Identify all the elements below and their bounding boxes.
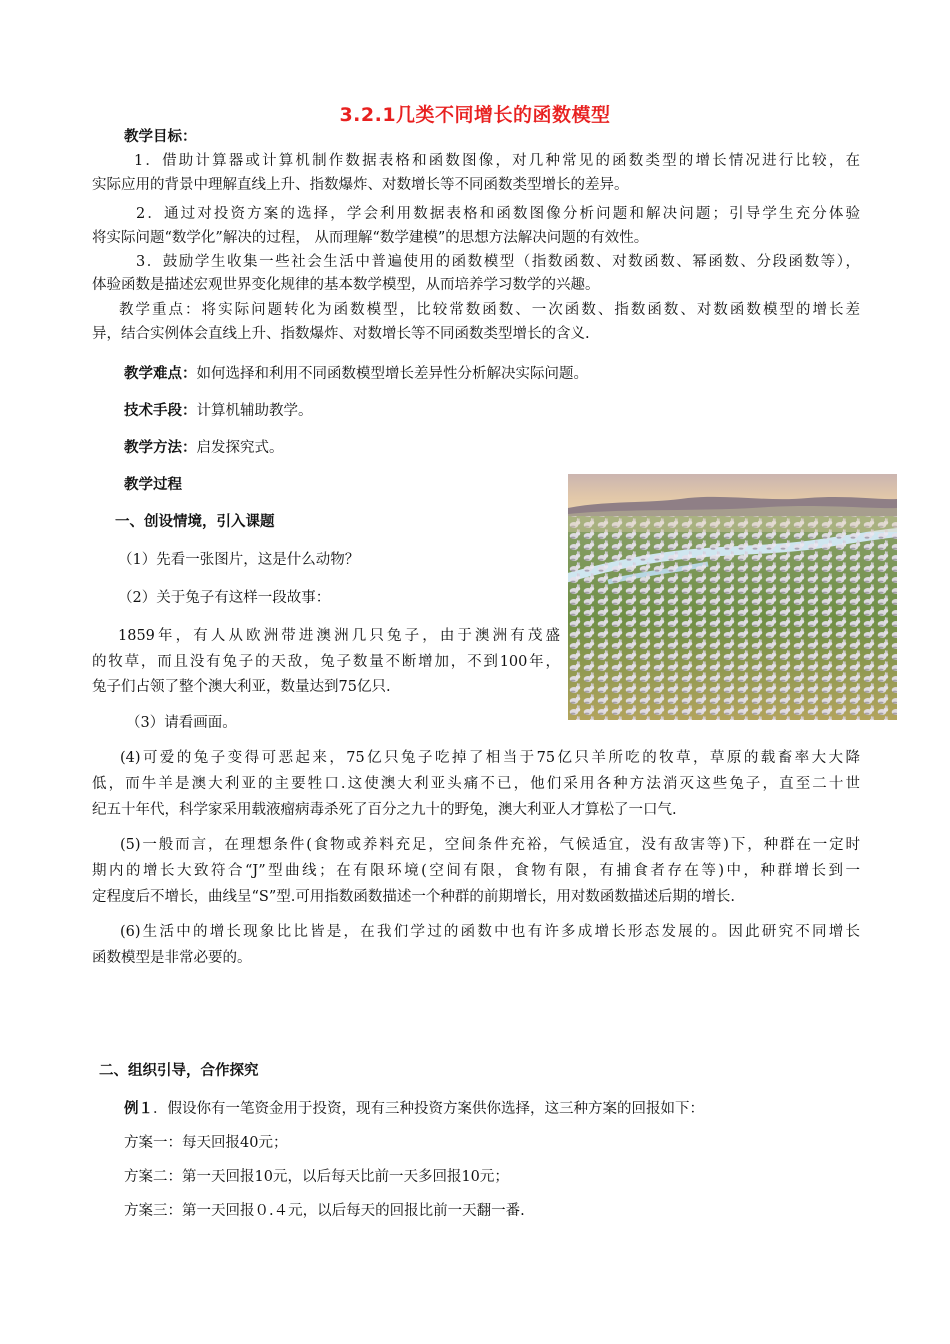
objective-3-line-2: 体验函数是描述宏观世界变化规律的基本数学模型，从而培养学习数学的兴趣。 [92, 277, 600, 293]
page-title: 3.2.1几类不同增长的函数模型 [339, 104, 611, 126]
paragraph-6-line-1: (6)生活中的增长现象比比皆是，在我们学过的函数中也有许多成增长形态发展的。因此研究不同增长 [120, 924, 860, 940]
paragraph-4-line-1: (4)可爱的兔子变得可恶起来，75亿只兔子吃掉了相当于75亿只羊所吃的牧草，草原的载畜率大大降 [120, 750, 860, 766]
rabbit-grassland-photo [568, 474, 897, 720]
key-points-line-1: 教学重点：将实际问题转化为函数模型，比较常数函数、一次函数、指数函数、对数函数模型的增长差 [119, 302, 860, 318]
difficulty-text: 如何选择和利用不同函数模型增长差异性分析解决实际问题。 [196, 366, 588, 382]
example-1-label: 例１ [124, 1101, 153, 1117]
example-1 [124, 1098, 704, 1120]
section-1-heading: 一、创设情境，引入课题 [115, 514, 275, 530]
difficulty-label: 教学难点： [124, 366, 197, 382]
process-heading: 教学过程 [124, 477, 182, 493]
plan-2: 方案二：第一天回报10元，以后每天比前一天多回报10元； [124, 1169, 509, 1185]
question-1: （1）先看一张图片，这是什么动物？ [118, 552, 360, 568]
paragraph-6-line-2: 函数模型是非常必要的。 [92, 950, 252, 966]
plan-1: 方案一：每天回报40元； [124, 1135, 288, 1151]
story-line-2: 的牧草，而且没有兔子的天敌，兔子数量不断增加，不到100年， [92, 654, 560, 670]
tech-row [124, 400, 313, 422]
plan-3: 方案三：第一天回报０.４元，以后每天的回报比前一天翻一番. [124, 1203, 525, 1219]
objectives-heading: 教学目标： [124, 129, 197, 145]
story-line-3: 兔子们占领了整个澳大利亚，数量达到75亿只. [92, 679, 391, 695]
objective-1-line-2: 实际应用的背景中理解直线上升、指数爆炸、对数增长等不同函数类型增长的差异。 [92, 177, 629, 193]
story-line-1: 1859年，有人从欧洲带进澳洲几只兔子，由于澳洲有茂盛 [118, 628, 560, 644]
objective-3-line-1: 3．鼓励学生收集一些社会生活中普遍使用的函数模型（指数函数、对数函数、幂函数、分段函数等）， [136, 254, 860, 270]
question-2: （2）关于兔子有这样一段故事： [118, 590, 331, 606]
objective-2-line-2: 将实际问题“数学化”解决的过程， 从而理解“数学建模”的思想方法解决问题的有效性。 [92, 230, 649, 246]
tech-text: 计算机辅助教学。 [196, 403, 313, 419]
paragraph-5-line-2: 期内的增长大致符合“J”型曲线；在有限环境(空间有限，食物有限，有捕食者存在等)中，种群增长到一 [92, 863, 860, 879]
objective-1-line-1: 1．借助计算器或计算机制作数据表格和函数图像，对几种常见的函数类型的增长情况进行比较，在 [134, 153, 860, 169]
key-points-line-2: 异，结合实例体会直线上升、指数爆炸、对数增长等不同函数类型增长的含义. [92, 326, 590, 342]
example-1-text: ．假设你有一笔资金用于投资，现有三种投资方案供你选择，这三种方案的回报如下： [153, 1101, 704, 1117]
objective-2-line-1: 2．通过对投资方案的选择，学会利用数据表格和函数图像分析问题和解决问题；引导学生充分体验 [136, 206, 860, 222]
method-label: 教学方法： [124, 440, 197, 456]
paragraph-5-line-1: (5)一般而言，在理想条件(食物或养料充足，空间条件充裕，气候适宜，没有敌害等)下，种群在一定时 [120, 837, 860, 853]
method-text: 启发探究式。 [196, 440, 284, 456]
difficulty-row [124, 363, 588, 385]
paragraph-5-line-3: 定程度后不增长，曲线呈“S”型.可用指数函数描述一个种群的前期增长，用对数函数描述后期的增长. [92, 889, 735, 905]
paragraph-4-line-3: 纪五十年代，科学家采用载液瘤病毒杀死了百分之九十的野兔，澳大利亚人才算松了一口气. [92, 802, 677, 818]
paragraph-4-line-2: 低，而牛羊是澳大利亚的主要牲口.这使澳大利亚头痛不已，他们采用各种方法消灭这些兔子，直至二十世 [92, 776, 860, 792]
tech-label: 技术手段： [124, 403, 197, 419]
section-2-heading: 二、组织引导，合作探究 [99, 1063, 259, 1079]
method-row [124, 437, 284, 459]
question-3: （3）请看画面。 [126, 715, 237, 731]
